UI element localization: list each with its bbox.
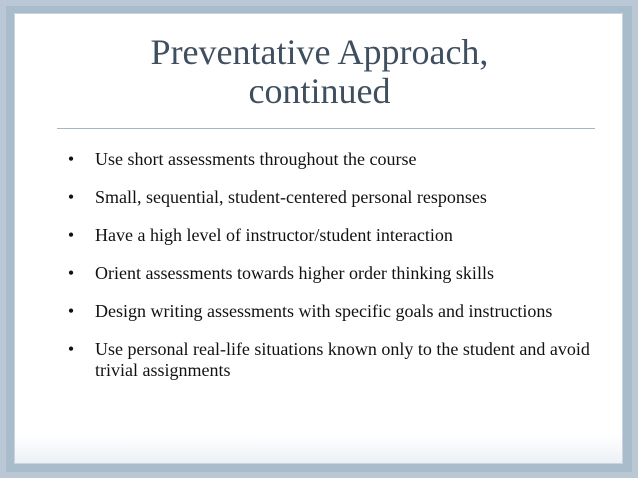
bullet-dot-icon: • <box>67 149 75 169</box>
slide-title-line-2: continued <box>248 71 391 111</box>
bullet-dot-icon: • <box>67 263 75 283</box>
bullet-dot-icon: • <box>67 301 75 321</box>
bullet-text: Use personal real-life situations known only to the student and avoid trivial assignments <box>95 339 590 380</box>
bullet-dot-icon: • <box>67 339 75 359</box>
bullet-item <box>65 301 605 322</box>
bullet-list <box>65 149 605 398</box>
slide-bottom-band <box>15 435 623 463</box>
slide <box>14 13 623 464</box>
bullet-dot-icon: • <box>67 187 75 207</box>
title-divider <box>57 128 595 129</box>
slide-title <box>15 33 623 111</box>
bullet-text: Design writing assessments with specific goals and instructions <box>95 301 553 321</box>
bullet-item <box>65 263 605 284</box>
bullet-text: Orient assessments towards higher order thinking skills <box>95 263 494 283</box>
bullet-text: Have a high level of instructor/student interaction <box>95 225 453 245</box>
slide-title-line-1: Preventative Approach, <box>150 32 489 72</box>
bullet-text: Small, sequential, student-centered personal responses <box>95 187 487 207</box>
bullet-dot-icon: • <box>67 225 75 245</box>
bullet-item <box>65 339 605 381</box>
bullet-item <box>65 187 605 208</box>
bullet-item <box>65 225 605 246</box>
bullet-text: Use short assessments throughout the course <box>95 149 417 169</box>
bullet-item <box>65 149 605 170</box>
